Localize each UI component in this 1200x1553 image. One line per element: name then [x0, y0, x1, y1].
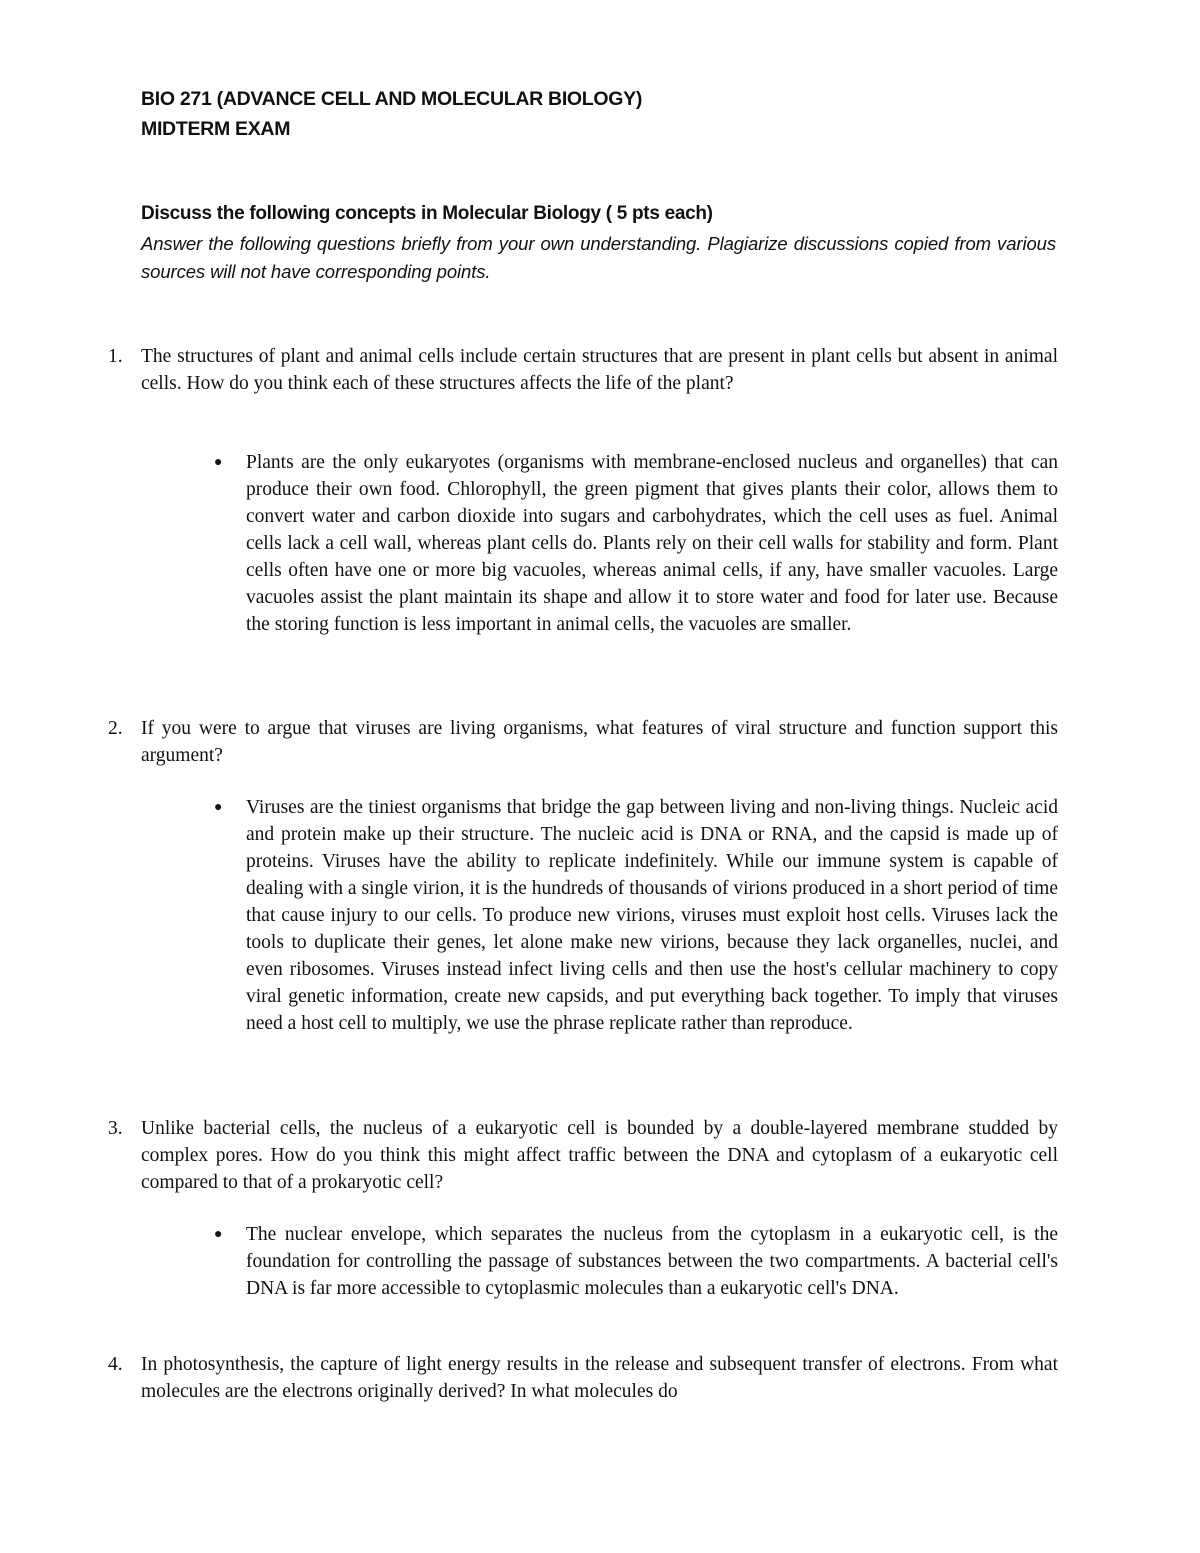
answer-text: Viruses are the tiniest organisms that bridge the gap between living and non-living things. Nucleic acid and protein make up their structure. The nucleic acid is DNA or RNA, and the capsid is made up of proteins. Viruses have the ability to replicate indefinitely. While our immune system is capable of dealing with a single virion, it is the hundreds of thousands of virions produced in a short period of time that cause injury to our cells. To produce new virions, viruses must exploit host cells. Viruses lack the tools to duplicate their genes, let alone make new virions, because they lack organelles, nuclei, and even ribosomes. Viruses instead infect living cells and then use the host's cellular machinery to copy viral genetic information, create new capsids, and put everything back together. To imply that viruses need a host cell to multiply, we use the phrase replicate rather than reproduce.	[246, 797, 1058, 1034]
question-2	[108, 715, 1058, 769]
answer-1	[214, 449, 1058, 638]
question-text: In photosynthesis, the capture of light energy results in the release and subsequent transfer of electrons. From what molecules are the electrons originally derived? In what molecules do	[141, 1354, 1058, 1402]
bullet-icon: ●	[214, 455, 223, 470]
question-4	[108, 1351, 1058, 1405]
question-number: 3.	[108, 1118, 123, 1139]
answer-text: The nuclear envelope, which separates the nucleus from the cytoplasm in a eukaryotic cell, is the foundation for controlling the passage of substances between the two compartments. A bacterial cell's DNA is far more accessible to cytoplasmic molecules than a eukaryotic cell's DNA.	[246, 1224, 1058, 1299]
question-text: Unlike bacterial cells, the nucleus of a eukaryotic cell is bounded by a double-layered membrane studded by complex pores. How do you think this might affect traffic between the DNA and cytoplasm of a eukaryotic cell compared to that of a prokaryotic cell?	[141, 1118, 1058, 1193]
question-text: The structures of plant and animal cells include certain structures that are present in plant cells but absent in animal cells. How do you think each of these structures affects the life of the plant?	[141, 346, 1058, 394]
question-3	[108, 1115, 1058, 1196]
answer-2	[214, 794, 1058, 1037]
exam-title: MIDTERM EXAM	[141, 118, 291, 140]
instructions-body: Answer the following questions briefly from your own understanding. Plagiarize discussions copied from various sources will not have corresponding points.	[141, 233, 1056, 282]
question-number: 2.	[108, 718, 123, 739]
question-1	[108, 343, 1058, 397]
course-title: BIO 271 (ADVANCE CELL AND MOLECULAR BIOLOGY)	[141, 88, 643, 110]
question-text: If you were to argue that viruses are living organisms, what features of viral structure and function support this argument?	[141, 718, 1058, 766]
instructions-title: Discuss the following concepts in Molecular Biology ( 5 pts each)	[141, 203, 713, 224]
question-number: 1.	[108, 346, 123, 367]
bullet-icon: ●	[214, 800, 223, 815]
answer-3	[214, 1221, 1058, 1302]
question-number: 4.	[108, 1354, 123, 1375]
bullet-icon: ●	[214, 1227, 223, 1242]
answer-text: Plants are the only eukaryotes (organisms with membrane-enclosed nucleus and organelles) that can produce their own food. Chlorophyll, the green pigment that gives plants their color, allows them to convert water and carbon dioxide into sugars and carbohydrates, which the cell uses as fuel. Animal cells lack a cell wall, whereas plant cells do. Plants rely on their cell walls for stability and form. Plant cells often have one or more big vacuoles, whereas animal cells, if any, have smaller vacuoles. Large vacuoles assist the plant maintain its shape and allow it to store water and food for later use. Because the storing function is less important in animal cells, the vacuoles are smaller.	[246, 452, 1058, 635]
